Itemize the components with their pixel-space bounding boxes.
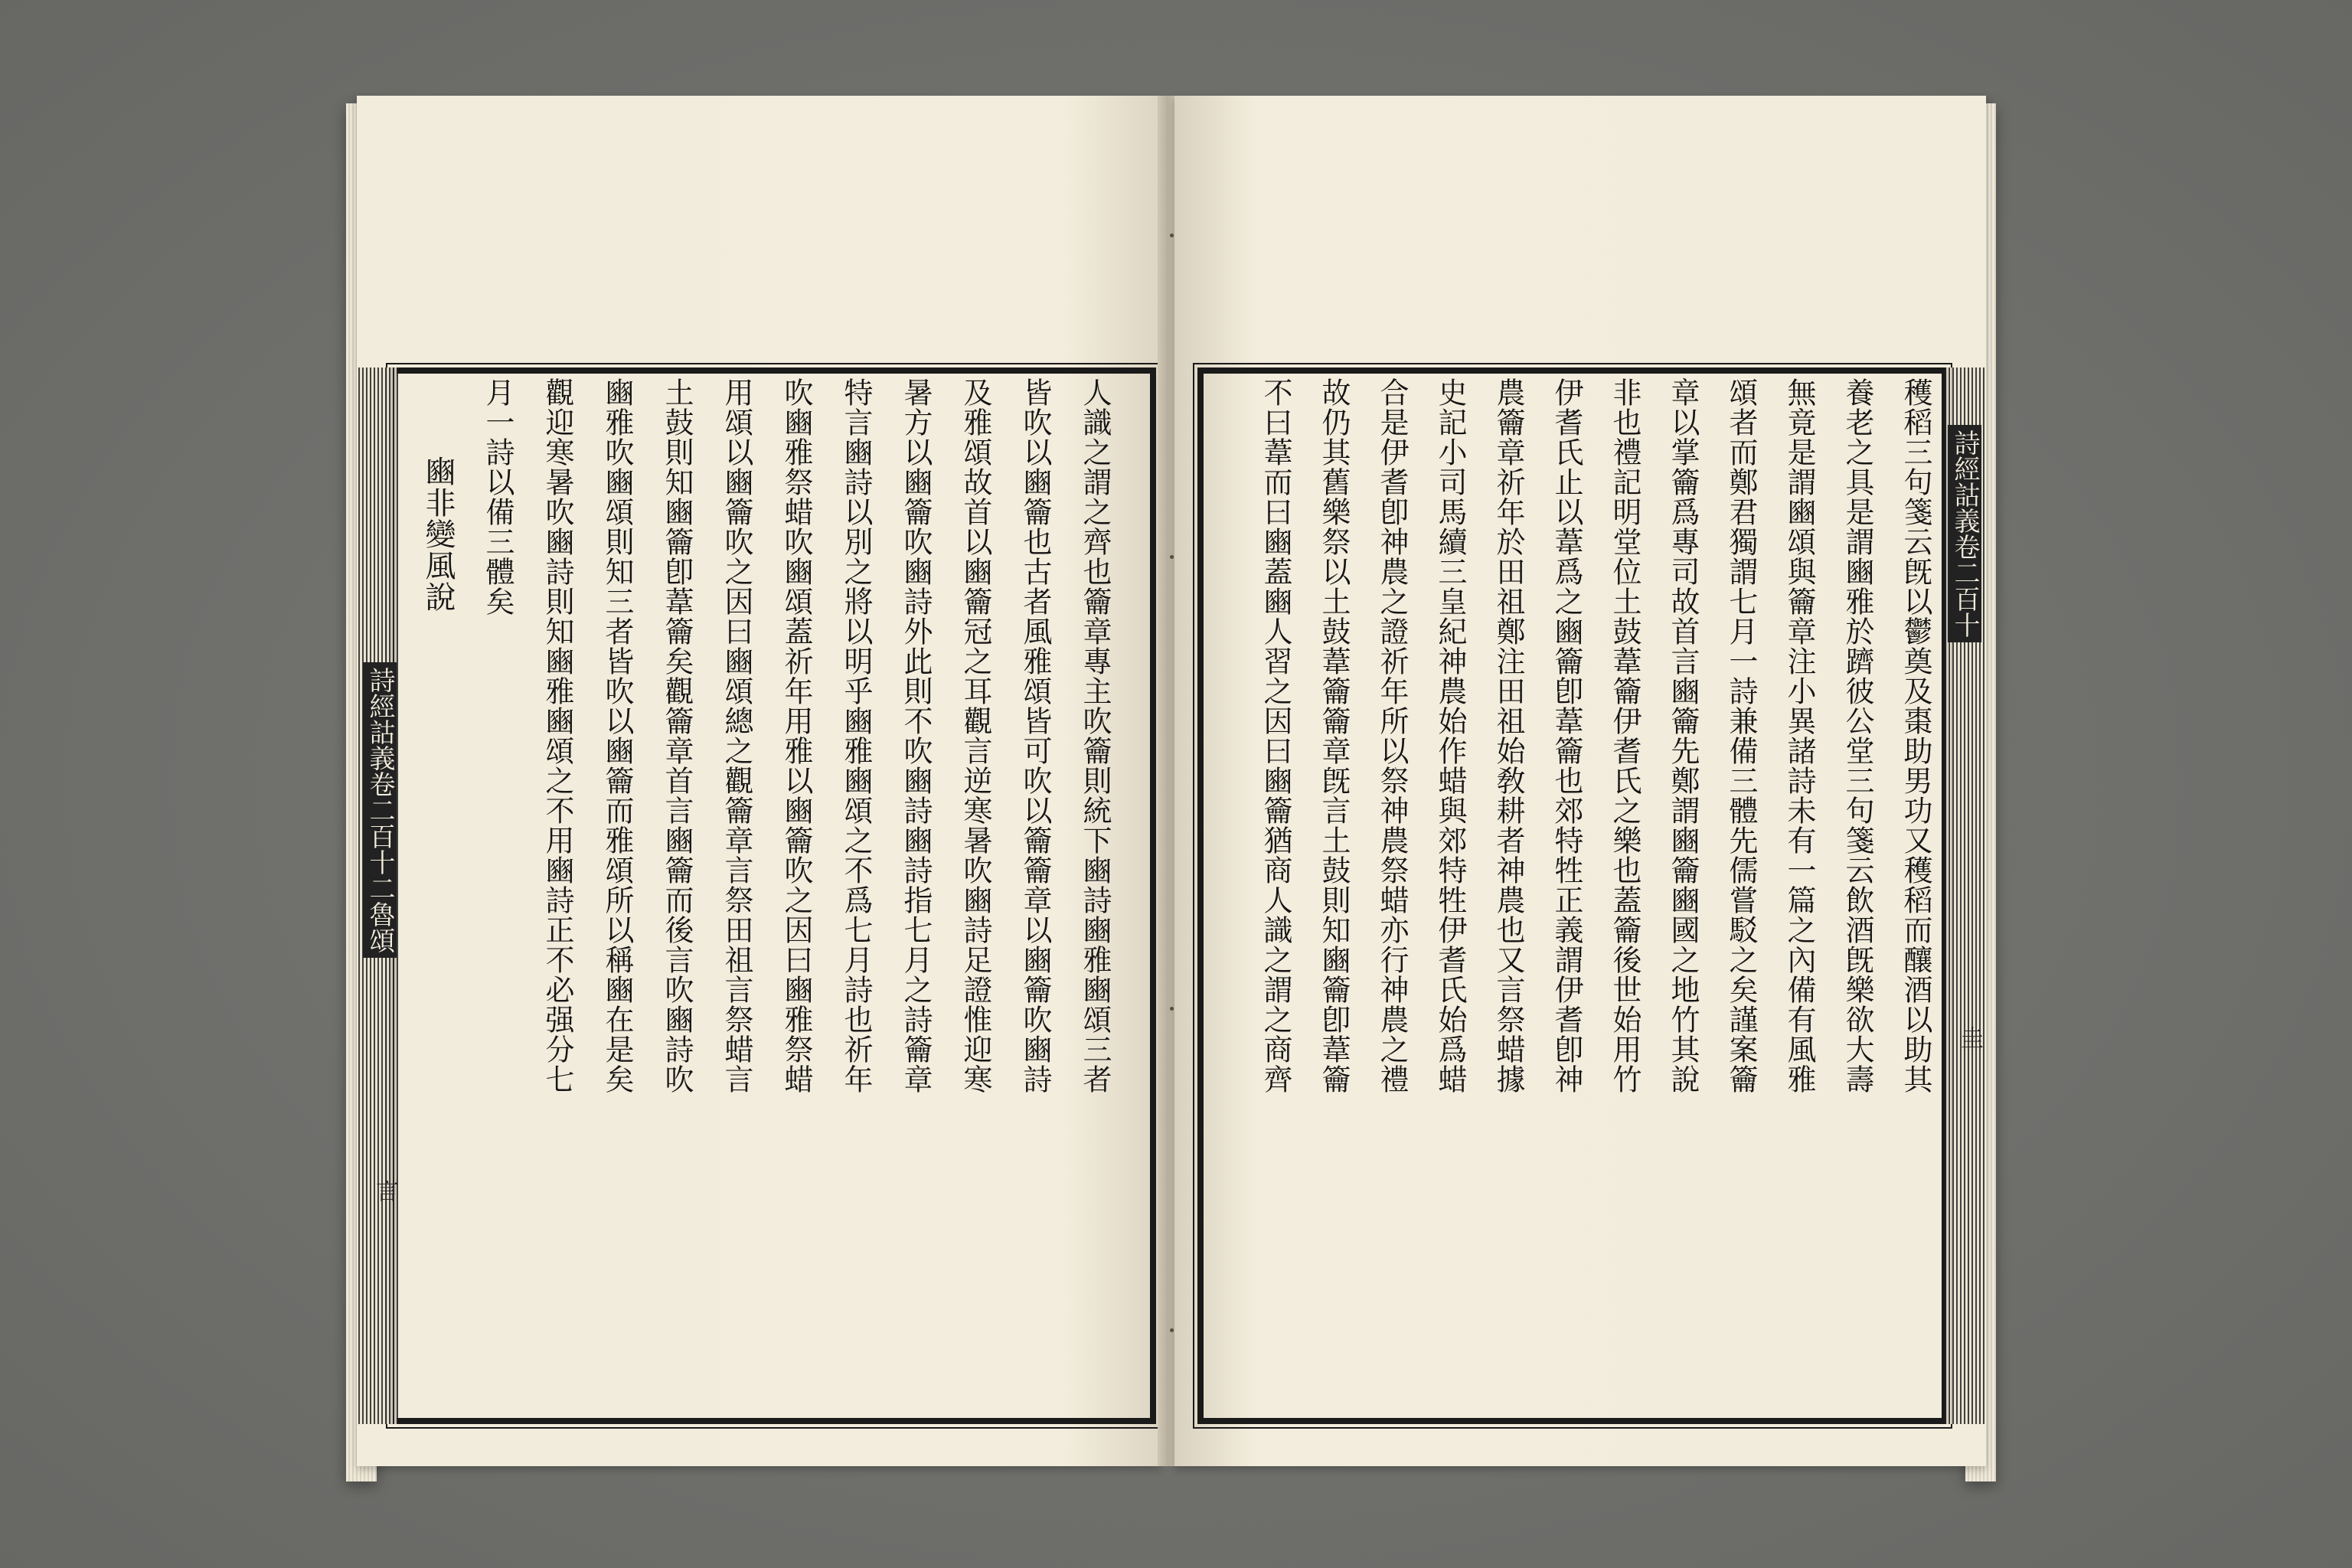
left-text-column: 皆吹以豳籥也古者風雅頌皆可吹以籥籥章以豳籥吹豳詩 — [1018, 377, 1052, 1094]
right-text-column: 章以掌籥爲專司故首言豳籥先鄭謂豳籥豳國之地竹其說 — [1666, 377, 1700, 1094]
section-heading: 豳非變風說 — [420, 456, 456, 612]
left-page — [357, 96, 1161, 1466]
binding-stitch — [1170, 1328, 1174, 1332]
open-book — [346, 96, 1996, 1481]
right-text-column: 非也禮記明堂位土鼓葦籥伊耆氏之樂也蓋籥後世始用竹 — [1608, 377, 1642, 1094]
binding-stitch — [1170, 1007, 1174, 1011]
right-text-column: 頌者而鄭君獨謂七月一詩兼備三體先儒嘗駁之矣謹案籥 — [1724, 377, 1758, 1094]
left-text-column: 人識之謂之齊也籥章專主吹籥則統下豳詩豳雅豳頌三者 — [1078, 377, 1112, 1094]
left-text-column: 豳雅吹豳頌則知三者皆吹以豳籥而雅頌所以稱豳在是矣 — [600, 377, 634, 1094]
left-text-column: 觀迎寒暑吹豳詩則知豳雅豳頌之不用豳詩正不必强分七 — [541, 377, 574, 1094]
left-folio-number: 言 — [371, 1179, 398, 1202]
binding-stitch — [1170, 234, 1174, 237]
right-text-column: 故仍其舊樂祭以土鼓葦籥籥章旣言土鼓則知豳籥卽葦籥 — [1317, 377, 1351, 1094]
left-text-column: 月一詩以備三體矣 — [481, 377, 514, 616]
left-text-column: 特言豳詩以別之將以明乎豳雅豳頌之不爲七月詩也祈年 — [839, 377, 873, 1094]
right-text-column: 養老之具是謂豳雅於躋彼公堂三句箋云飲酒旣樂欲大壽 — [1841, 377, 1874, 1094]
right-text-column: 合是伊耆卽神農之證祈年所以祭神農祭蜡亦行神農之禮 — [1375, 377, 1409, 1094]
left-text-column: 用頌以豳籥吹之因曰豳頌總之觀籥章言祭田祖言祭蜡言 — [720, 377, 753, 1094]
right-folio-number: 圭 — [1956, 1026, 1983, 1049]
left-text-column: 吹豳雅祭蜡吹豳頌蓋祈年用雅以豳籥吹之因曰豳雅祭蜡 — [779, 377, 813, 1094]
binding-stitch — [1170, 555, 1174, 559]
right-text-column: 穫稻三句箋云旣以鬱奠及棗助男功又穫稻而釀酒以助其 — [1899, 377, 1932, 1094]
left-banxin-title: 詩經詁義卷二百十二魯頌 — [363, 662, 397, 958]
right-text-column: 史記小司馬續三皇紀神農始作蜡與郊特牲伊耆氏始爲蜡 — [1433, 377, 1467, 1094]
right-text-column: 不曰葦而曰豳蓋豳人習之因曰豳籥猶商人識之謂之商齊 — [1259, 377, 1292, 1094]
left-text-column: 暑方以豳籥吹豳詩外此則不吹豳詩豳詩指七月之詩籥章 — [899, 377, 933, 1094]
left-text-column: 及雅頌故首以豳籥冠之耳觀言逆寒暑吹豳詩足證惟迎寒 — [959, 377, 992, 1094]
right-page — [1174, 96, 1986, 1466]
left-text-column: 土鼓則知豳籥卽葦籥矣觀籥章首言豳籥而後言吹豳詩吹 — [660, 377, 694, 1094]
right-text-column: 無竟是謂豳頌與籥章注小異諸詩未有一篇之內備有風雅 — [1782, 377, 1816, 1094]
right-text-column: 農籥章祈年於田祖鄭注田祖始敎耕者神農也又言祭蜡據 — [1491, 377, 1525, 1094]
right-text-column: 伊耆氏止以葦爲之豳籥卽葦籥也郊特牲正義謂伊耆卽神 — [1550, 377, 1583, 1094]
right-banxin-title: 詩經詁義卷二百十 — [1948, 425, 1981, 642]
